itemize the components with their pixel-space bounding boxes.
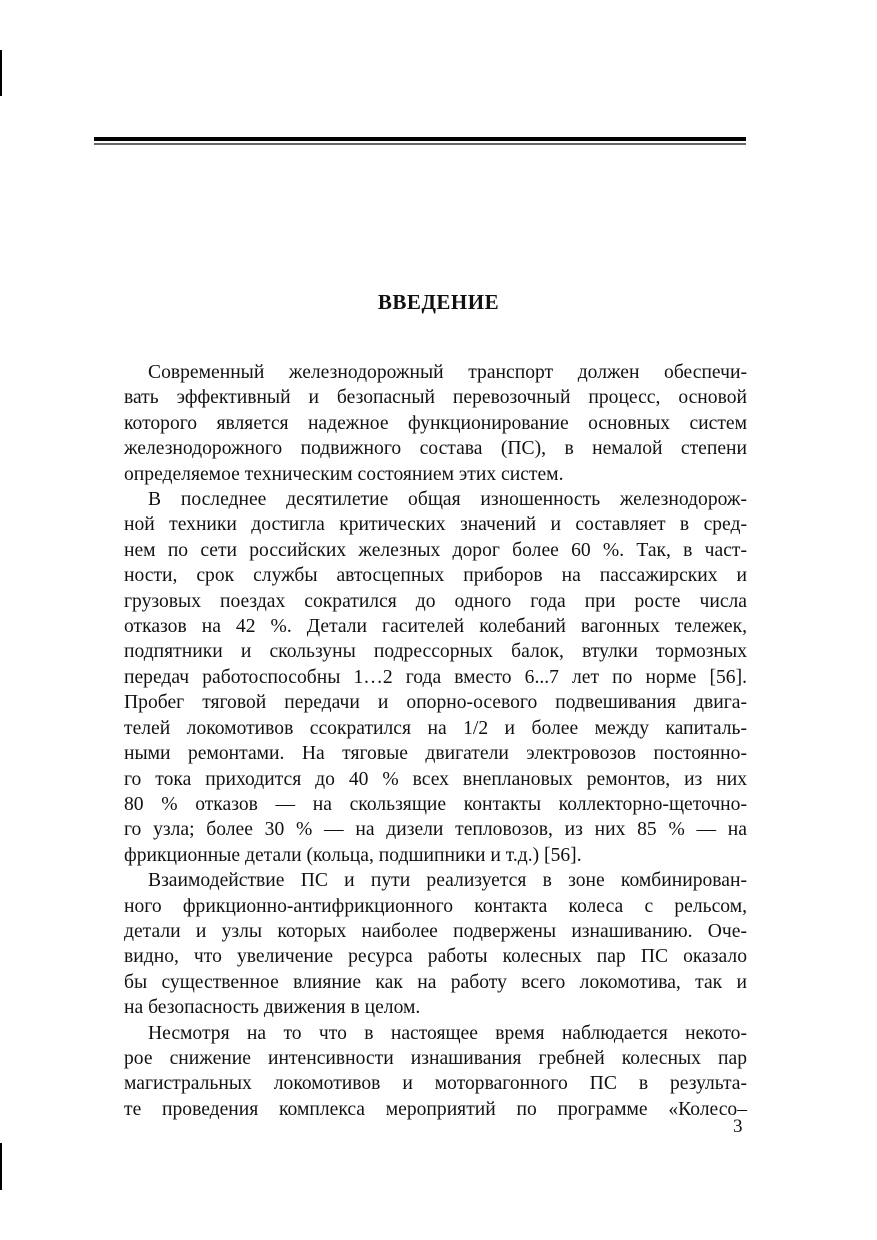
text-line: телей локомотивов ссократился на 1/2 и более между капиталь- — [124, 717, 747, 739]
chapter-title: ВВЕДЕНИЕ — [377, 290, 500, 314]
header-rule-thick — [94, 137, 746, 141]
text-line: магистральных локомотивов и моторвагонного ПС в результа- — [124, 1073, 747, 1095]
text-line: грузовых поездах сократился до одного года при росте числа — [124, 590, 747, 612]
text-line: те проведения комплекса мероприятий по программе «Колесо– — [124, 1098, 747, 1120]
paragraph — [124, 868, 747, 1020]
text-line: на безопасность движения в целом. — [124, 997, 421, 1019]
text-line: детали и узлы которых наиболее подвержены изнашиванию. Оче- — [124, 920, 747, 942]
text-line: Несмотря на то что в настоящее время наблюдается некото- — [148, 1022, 747, 1044]
text-line: вать эффективный и безопасный перевозочный процесс, основой — [124, 387, 747, 409]
text-line: ной техники достигла критических значений и составляет в сред- — [124, 514, 747, 536]
scan-edge-mark-top — [0, 50, 2, 96]
text-line: фрикционные детали (кольца, подшипники и т.д.) [56]. — [124, 844, 582, 866]
text-line: железнодорожного подвижного состава (ПС), в немалой степени — [124, 438, 747, 460]
text-line: В последнее десятилетие общая изношенность железнодорож- — [148, 489, 747, 511]
paragraph — [124, 1021, 747, 1123]
text-line: видно, что увеличение ресурса работы колесных пар ПС оказало — [124, 946, 747, 968]
page-number: 3 — [733, 1116, 743, 1137]
text-line: определяемое техническим состоянием этих систем. — [124, 463, 564, 485]
header-rule-thin — [94, 143, 746, 145]
text-line: подпятники и скользуны подрессорных балок, втулки тормозных — [124, 641, 747, 663]
text-line: нем по сети российских железных дорог более 60 %. Так, в част- — [124, 539, 747, 561]
text-line: которого является надежное функционирование основных систем — [124, 412, 747, 434]
text-line: ными ремонтами. На тяговые двигатели электровозов постоянно- — [124, 743, 747, 765]
text-line: ности, срок службы автосцепных приборов на пассажирских и — [124, 565, 747, 587]
text-line: рое снижение интенсивности изнашивания гребней колесных пар — [124, 1047, 747, 1069]
text-line: го тока приходится до 40 % всех внеплановых ремонтов, из них — [124, 768, 747, 790]
paragraph — [124, 360, 747, 487]
paragraph — [124, 487, 747, 868]
scan-edge-mark-bottom — [0, 1143, 2, 1190]
text-line: ного фрикционно-антифрикционного контакта колеса с рельсом, — [124, 895, 747, 917]
text-line: передач работоспособны 1…2 года вместо 6...7 лет по норме [56]. — [124, 666, 747, 688]
text-line: бы существенное влияние как на работу всего локомотива, так и — [124, 971, 747, 993]
text-line: Взаимодействие ПС и пути реализуется в зоне комбинирован- — [148, 870, 747, 892]
text-line: Современный железнодорожный транспорт должен обеспечи- — [148, 362, 747, 383]
body-text — [124, 360, 747, 1122]
text-line: отказов на 42 %. Детали гасителей колебаний вагонных тележек, — [124, 616, 747, 638]
text-line: Пробег тяговой передачи и опорно-осевого подвешивания двига- — [124, 692, 747, 714]
text-line: 80 % отказов — на скользящие контакты коллекторно-щеточно- — [124, 793, 747, 815]
text-line: го узла; более 30 % — на дизели тепловозов, из них 85 % — на — [124, 819, 747, 841]
